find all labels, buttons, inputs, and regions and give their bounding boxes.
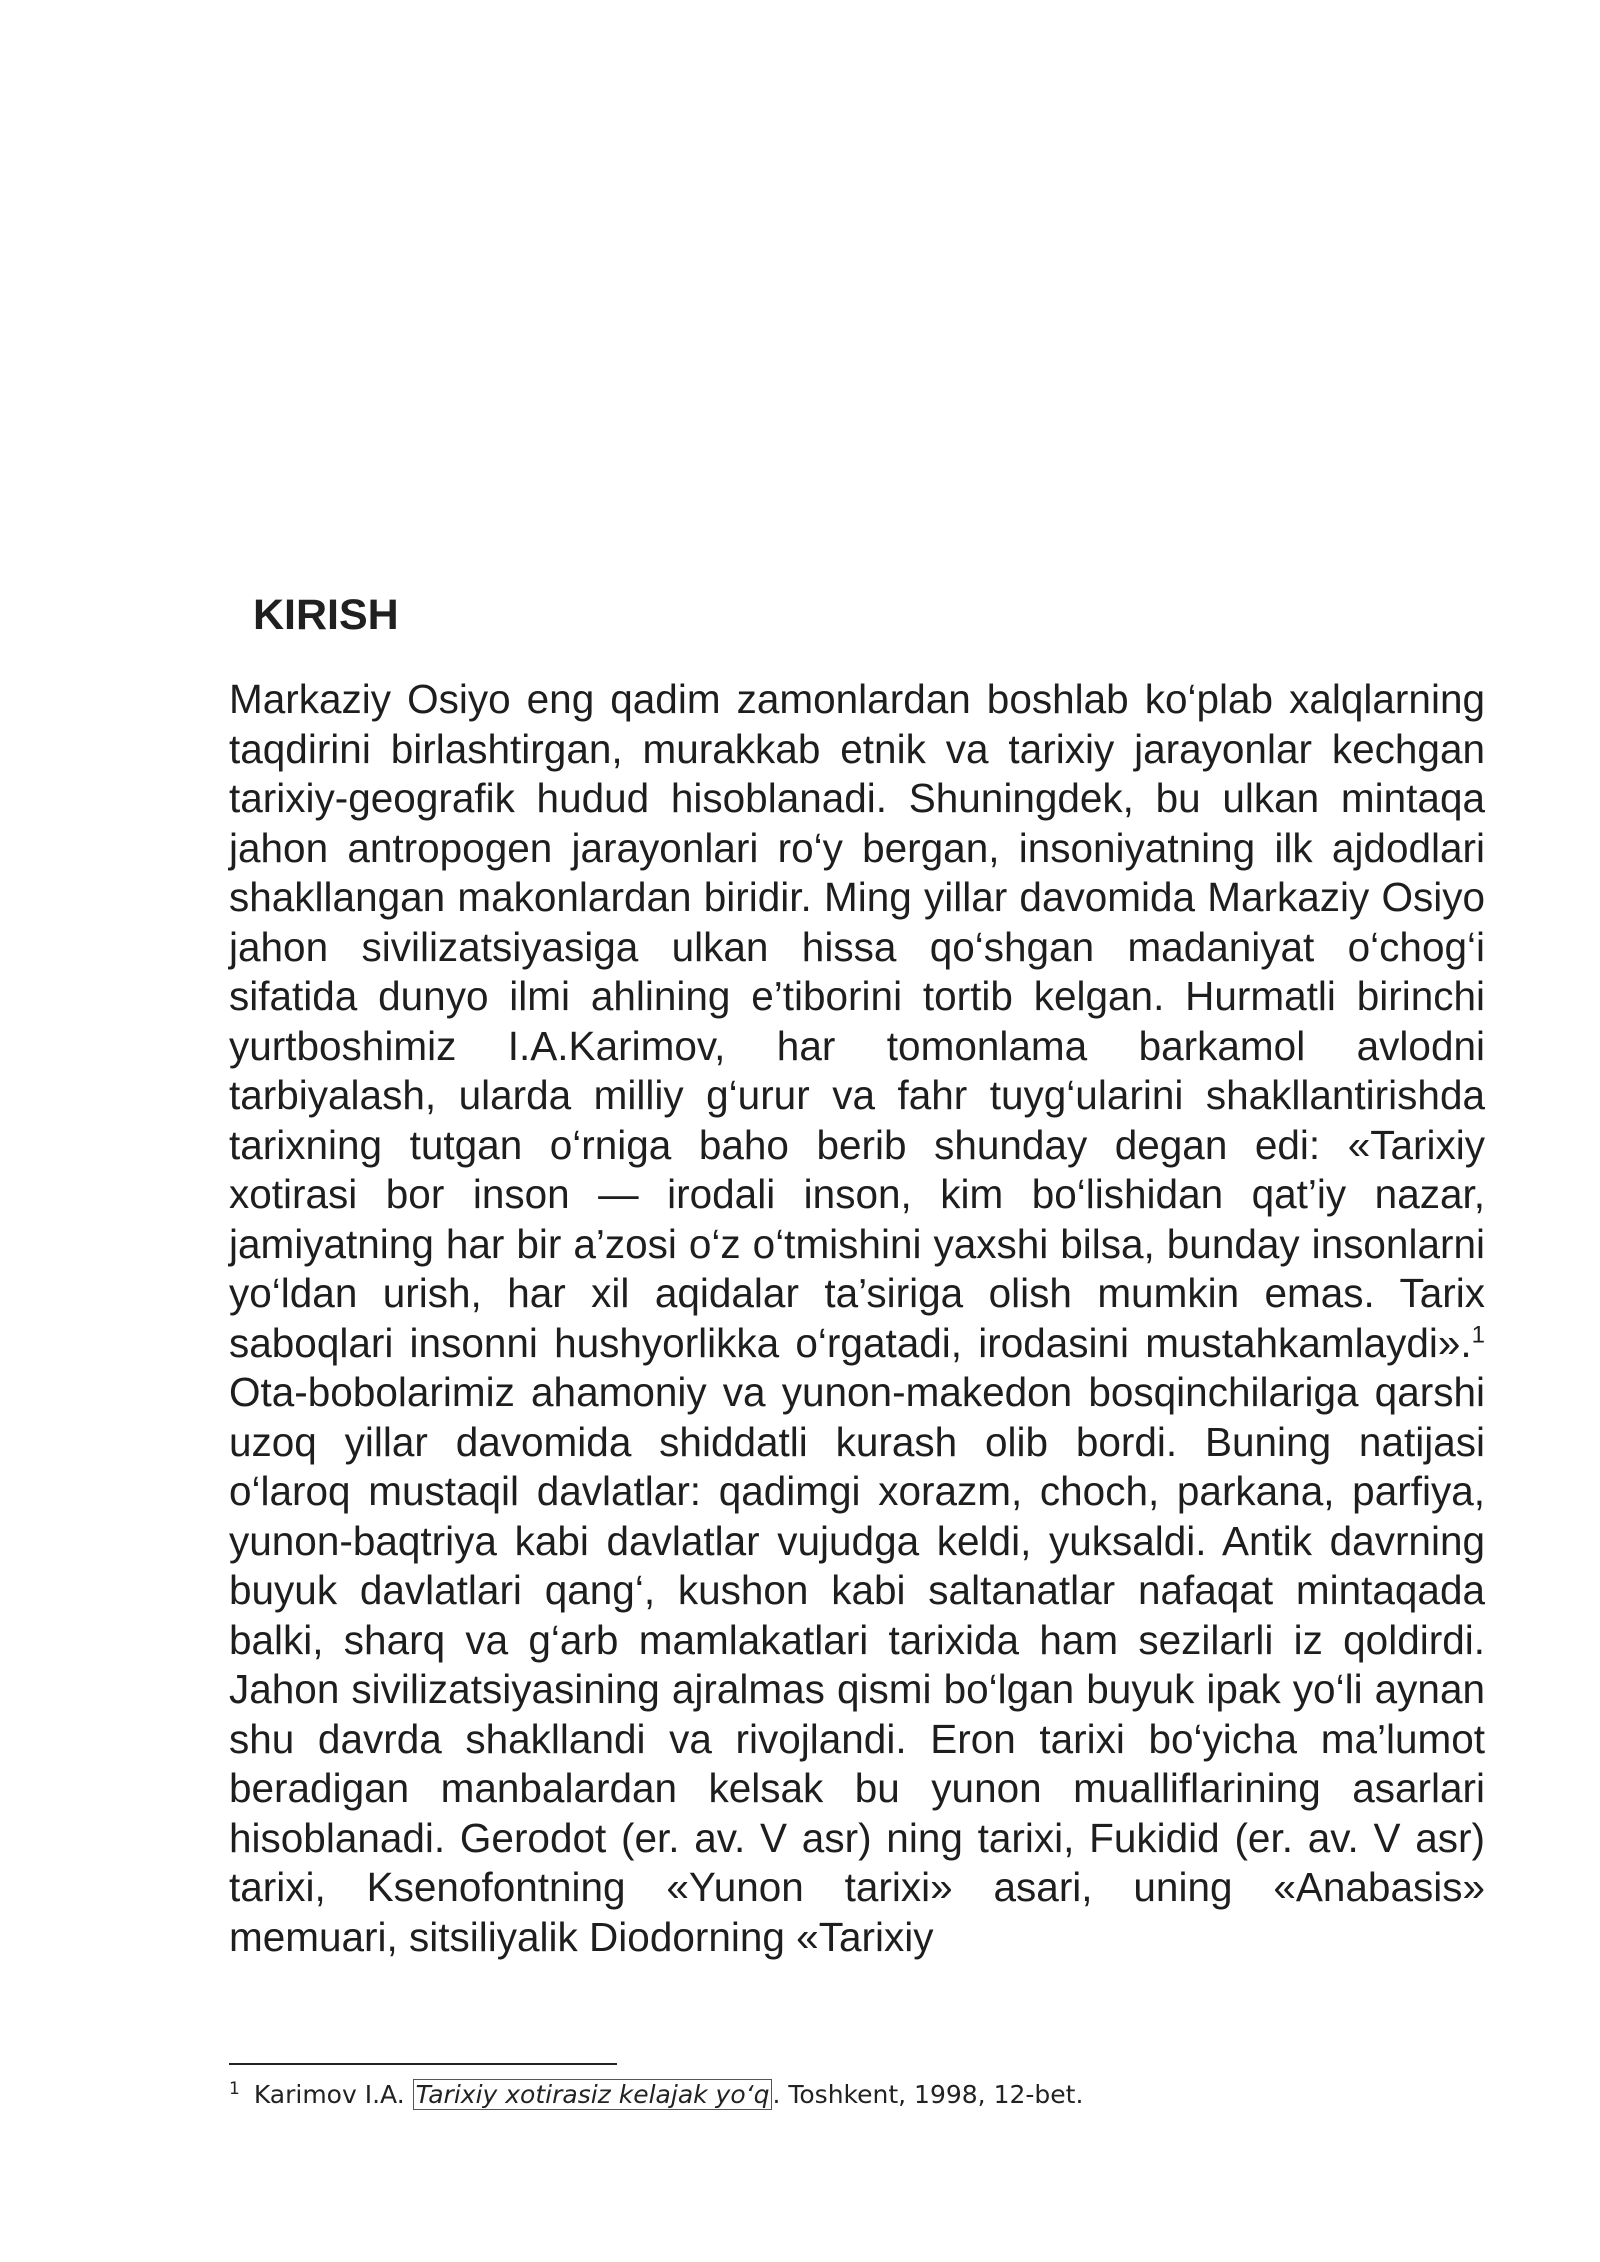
footnote-author: Karimov I.A. [253,2080,413,2109]
paragraph-text-part-2: Ota-bobolarimiz ahamoniy va yunon-makedon bosqinchilariga qarshi uzoq yillar davomida shiddatli kurash olib bordi. Buning natijasi o‘laroq mustaqil davlatlar: qadimgi xorazm, choch, parkana, parfiya, yunon-baqtriya kabi davlatlar vujudga keldi, yuksaldi. Antik davrning buyuk davlatlari qang‘, kushon kabi saltanatlar nafaqat mintaqada balki, sharq va g‘arb mamlakatlari tarixida ham sezilarli iz qoldirdi. Jahon sivilizatsiyasining ajralmas qismi bo‘lgan buyuk ipak yo‘li aynan shu davrda shakllandi va rivojlandi. Eron tarixi bo‘yicha ma’lumot beradigan manbalardan kelsak bu yunon mualliflarining asarlari hisoblanadi. Gerodot (er. av. V asr) ning tarixi, Fukidid (er. av. V asr) tarixi, Ksenofontning «Yunon tarixi» asari, uning «Anabasis» memuari, sitsiliyalik Diodorning «Tarixiy [229,1369,1485,1960]
section-heading: KIRISH [253,591,399,639]
paragraph-text-part-1: Markaziy Osiyo eng qadim zamonlardan boshlab ko‘plab xalqlarning taqdirini birlashtirgan, murakkab etnik va tarixiy jarayonlar kechgan tarixiy-geografik hudud hisoblanadi. Shuningdek, bu ulkan mintaqa jahon antropogen jarayonlari ro‘y bergan, insoniyatning ilk ajdodlari shakllangan makonlardan biridir. Ming yillar davomida Markaziy Osiyo jahon sivilizatsiyasiga ulkan hissa qo‘shgan madaniyat o‘chog‘i sifatida dunyo ilmi ahlining e’tiborini tortib kelgan. Hurmatli birinchi yurtboshimiz I.A.Karimov, har tomonlama barkamol avlodni tarbiyalash, ularda milliy g‘urur va fahr tuyg‘ularini shakllantirishda tarixning tutgan o‘rniga baho berib shunday degan edi: «Tarixiy xotirasi bor inson — irodali inson, kim bo‘lishidan qat’iy nazar, jamiyatning har bir a’zosi o‘z o‘tmishini yaxshi bilsa, bunday insonlarni yo‘ldan urish, har xil aqidalar ta’siriga olish mumkin emas. Tarix saboqlari insonni hushyorlikka o‘rgatadi, irodasini mustahkamlaydi». [229,676,1485,1366]
footnote-separator [229,2063,617,2065]
footnote [229,2075,1083,2115]
body-paragraph [229,675,1485,1962]
footnote-details: . Toshkent, 1998, 12-bet. [772,2080,1084,2109]
footnote-mark: 1 [229,2078,240,2099]
footnote-title-link[interactable]: Tarixiy xotirasiz kelajak yo‘q [413,2079,773,2110]
footnote-reference[interactable]: 1 [1471,1321,1485,1348]
